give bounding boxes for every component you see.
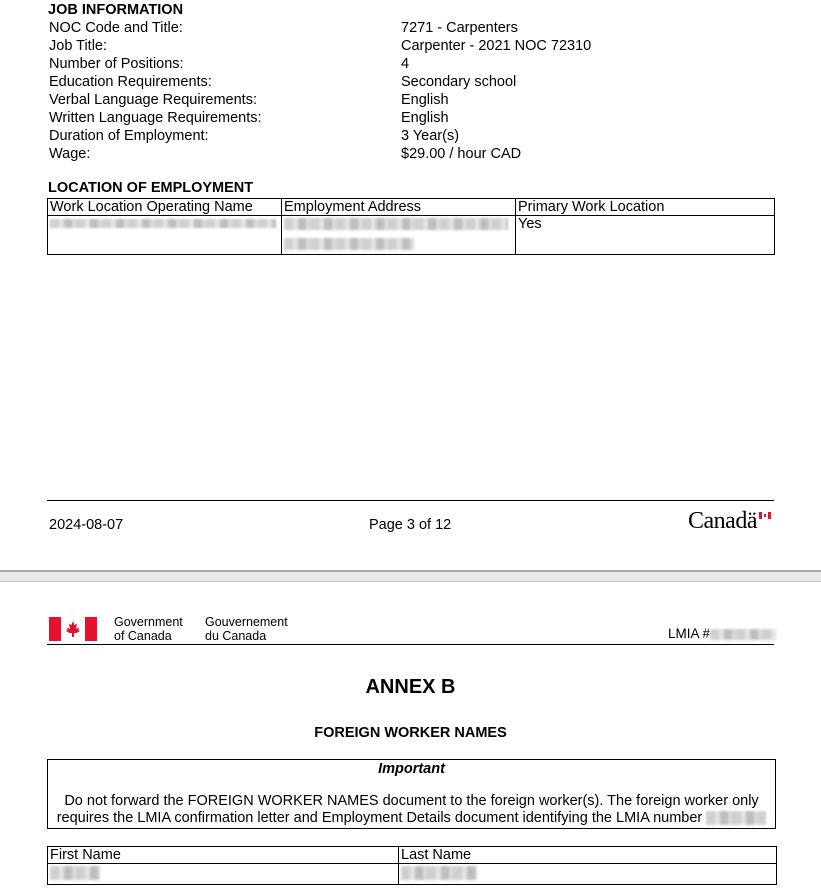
important-notice (47, 759, 776, 829)
redacted-block (401, 866, 477, 880)
location-heading: LOCATION OF EMPLOYMENT (48, 180, 254, 196)
important-line-2 (48, 810, 775, 827)
header-divider (47, 644, 774, 645)
noc-value: 7271 - Carpenters (401, 20, 518, 36)
annex-title: ANNEX B (365, 676, 456, 698)
redacted-block (50, 866, 100, 880)
lmia-label: LMIA # (668, 626, 711, 641)
redacted-block (710, 629, 776, 640)
footer-date: 2024-08-07 (49, 517, 124, 533)
written-language-value: English (401, 110, 449, 126)
page-separator (0, 570, 821, 582)
important-line-2-text: requires the LMIA confirmation letter and Employment Details document identifying the LMIA number (56, 810, 703, 826)
location-table-header (48, 199, 775, 216)
col-employment-address: Employment Address (282, 199, 516, 216)
foreign-worker-names-table (47, 846, 777, 885)
col-first-name: First Name (48, 847, 399, 864)
wage-value: $29.00 / hour CAD (401, 146, 522, 162)
government-of-canada-en (114, 615, 183, 643)
last-name-cell (399, 864, 777, 885)
annex-subtitle: FOREIGN WORKER NAMES (314, 725, 507, 741)
page-number: Page 3 of 12 (369, 517, 452, 533)
noc-label: NOC Code and Title: (49, 20, 183, 36)
gov-en-line1: Government (114, 615, 183, 629)
employment-address-cell (282, 216, 516, 255)
table-row (48, 216, 775, 255)
redacted-block (284, 218, 508, 230)
canada-wordmark: Canadä (688, 508, 757, 534)
canada-flag-icon (49, 617, 97, 641)
verbal-language-value: English (401, 92, 449, 108)
primary-location-cell: Yes (516, 216, 775, 255)
operating-name-cell (48, 216, 282, 255)
wage-label: Wage: (49, 146, 91, 162)
footer-divider (47, 500, 774, 501)
duration-value: 3 Year(s) (401, 128, 460, 144)
canada-flag-icon (759, 512, 771, 519)
table-row (48, 864, 777, 885)
important-text (48, 793, 775, 827)
redacted-block (706, 811, 766, 825)
written-language-label: Written Language Requirements: (49, 110, 262, 126)
gov-fr-line2: du Canada (205, 629, 267, 643)
government-of-canada-fr (205, 615, 288, 643)
location-table (47, 198, 775, 255)
duration-label: Duration of Employment: (49, 128, 209, 144)
gov-fr-line1: Gouvernement (205, 615, 288, 629)
job-information-heading: JOB INFORMATION (48, 2, 184, 18)
lmia-number (668, 626, 776, 641)
job-title-label: Job Title: (49, 38, 108, 54)
education-value: Secondary school (401, 74, 517, 90)
verbal-language-label: Verbal Language Requirements: (49, 92, 257, 108)
positions-value: 4 (401, 56, 410, 72)
col-primary-location: Primary Work Location (516, 199, 775, 216)
redacted-block (284, 238, 414, 250)
positions-label: Number of Positions: (49, 56, 184, 72)
col-last-name: Last Name (399, 847, 777, 864)
education-label: Education Requirements: (49, 74, 212, 90)
important-title: Important (378, 761, 445, 777)
gov-en-line2: of Canada (114, 629, 172, 643)
document-page-4 (0, 582, 821, 889)
names-table-header (48, 847, 777, 864)
job-title-value: Carpenter - 2021 NOC 72310 (401, 38, 592, 54)
redacted-block (50, 219, 276, 228)
col-operating-name: Work Location Operating Name (48, 199, 282, 216)
first-name-cell (48, 864, 399, 885)
important-line-1: Do not forward the FOREIGN WORKER NAMES document to the foreign worker(s). The foreign worker only (64, 793, 759, 809)
